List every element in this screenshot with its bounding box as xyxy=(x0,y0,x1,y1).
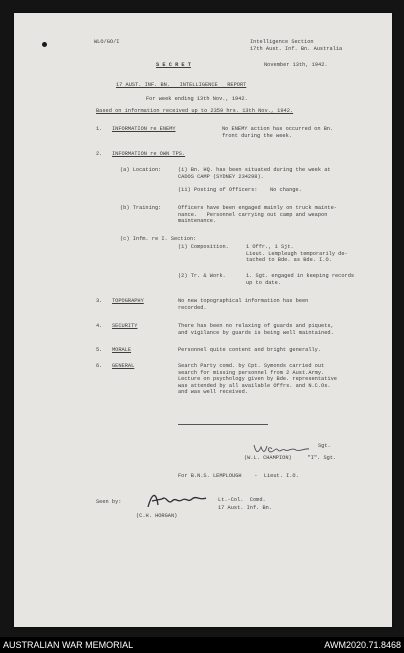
header-unit-line2: 17th Aust. Inf. Bn. Australia xyxy=(250,46,343,52)
week-line: For week ending 13th Nov., 1942. xyxy=(146,96,248,102)
item-heading: INFORMATION re ENEMY xyxy=(112,126,176,132)
item-number: 5. xyxy=(96,347,103,353)
subsection-label: (b) Training: xyxy=(120,205,162,211)
classification: S E C R E T xyxy=(156,62,191,68)
co-title: Lt.-Col. Comd. xyxy=(218,497,266,503)
subsection-label: (2) Tr. & Work. xyxy=(178,273,226,279)
signature-rule xyxy=(178,424,268,425)
report-title: 17 AUST. INF. BN. INTELLIGENCE REPORT xyxy=(116,82,247,88)
subsection-text: 1. Sgt. engaged in keeping records up to date. xyxy=(246,273,355,286)
header-unit-line1: Intelligence Section xyxy=(250,39,314,45)
footer-bar xyxy=(0,637,404,653)
subsection-text: (i) Bn. HQ. has been situated during the week at CADOS CAMP (SYDNEY 234298). xyxy=(178,167,331,180)
item-number: 1. xyxy=(96,126,103,132)
item-heading: INFORMATION re OWN TPS. xyxy=(112,151,186,157)
item-number: 4. xyxy=(96,323,103,329)
subsection-label: (ii) Posting of Officers: xyxy=(178,187,258,193)
item-text: No ENEMY action has occurred on Bn. front during the week. xyxy=(222,126,334,139)
co-name: (C.H. HORGAN) xyxy=(136,513,178,519)
item-text: There has been no relaxing of guards and piquets, and vigilance by guards is being well maintained. xyxy=(178,323,334,336)
punch-hole xyxy=(42,42,47,47)
file-reference: WLO/GO/I xyxy=(94,39,120,45)
seen-by-label: Seen by: xyxy=(96,499,122,505)
subsection-label: (a) Location: xyxy=(120,167,162,173)
based-on-line: Based on information received up to 2359 hrs. 13th Nov., 1942. xyxy=(96,108,294,114)
signature-suffix: Sgt. xyxy=(318,443,331,449)
document-page xyxy=(14,13,392,627)
item-heading: MORALE xyxy=(112,347,132,353)
item-heading: TOPOGRAPHY xyxy=(112,298,144,304)
subsection-text: 1 Offr., 1 Sjt. Lieut. Lempleugh temporarily de- tached to Bde. as Bde. I.O. xyxy=(246,244,348,264)
subsection-label: (1) Composition. xyxy=(178,244,229,250)
footer-institution: AUSTRALIAN WAR MEMORIAL xyxy=(3,640,134,650)
item-number: 2. xyxy=(96,151,103,157)
for-line: For B.N.S. LEMPLOUGH - Lieut. I.O. xyxy=(178,473,299,479)
subsection-text: No change. xyxy=(270,187,302,193)
item-number: 3. xyxy=(96,298,103,304)
subsection-text: Officers have been engaged mainly on truck mainte- nance. Personnel carrying out camp and weapon maintenance. xyxy=(178,205,337,225)
item-text: Search Party comd. by Cpt. Symonds carried out search for missing personnel from 2 Aust.Army. Lecture on psychology given by Bde. representative was attended by all available Offrs. and N.C.Os. and was well received. xyxy=(178,363,337,396)
signatory-name: (W.L. CHAMPION) "I". Sgt. xyxy=(244,455,337,461)
item-text: No new topographical information has been recorded. xyxy=(178,298,309,311)
item-text: Personnel quite content and bright generally. xyxy=(178,347,322,353)
item-heading: GENERAL xyxy=(112,363,135,369)
item-heading: SECURITY xyxy=(112,323,138,329)
subsection-label: (c) Infm. re I. Section: xyxy=(120,236,197,242)
item-number: 6. xyxy=(96,363,103,369)
handwritten-signature-co xyxy=(144,489,214,511)
co-unit: 17 Aust. Inf. Bn. xyxy=(218,505,273,511)
report-date: November 13th, 1942. xyxy=(264,62,328,68)
footer-accession-number: AWM2020.71.8468 xyxy=(324,640,401,650)
